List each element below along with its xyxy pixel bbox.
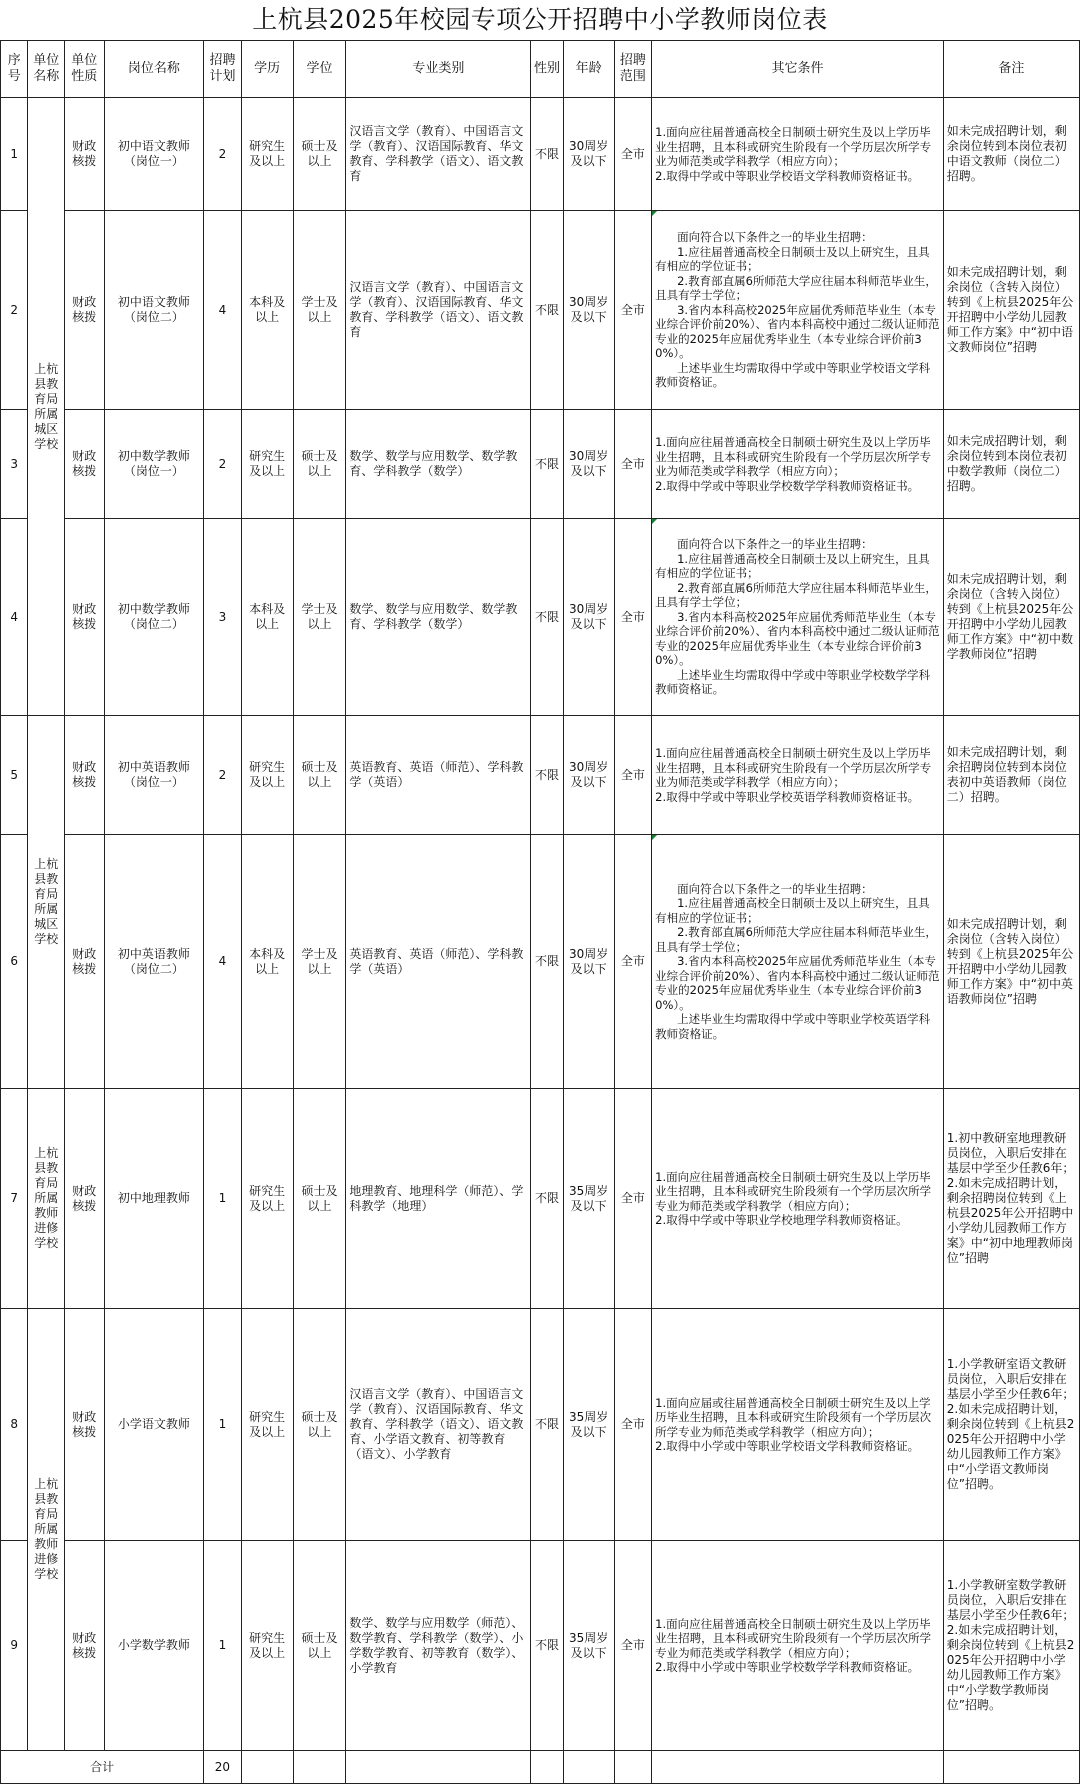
cell-degree: 硕士及以上 — [293, 1541, 346, 1751]
cell-major: 数学、数学与应用数学、数学教育、学科教学（数学） — [346, 519, 531, 716]
cell-gender: 不限 — [531, 410, 564, 519]
cell-position: 初中语文教师（岗位二） — [104, 211, 204, 410]
empty-cell — [346, 1751, 531, 1784]
cell-major: 汉语言文学（教育）、中国语言文学（教育）、汉语国际教育、华文教育、学科教学（语文）、语文教育 — [346, 211, 531, 410]
cell-major: 数学、数学与应用数学（师范）、数学教育、学科教学（数学）、小学数学教育、初等教育（数学）、小学教育 — [346, 1541, 531, 1751]
cell-education: 本科及以上 — [241, 211, 293, 410]
cell-conditions — [652, 716, 944, 835]
cell-conditions — [652, 211, 944, 410]
cell-position: 初中英语教师（岗位二） — [104, 835, 204, 1089]
cell-remarks: 如未完成招聘计划，剩余岗位（含转入岗位）转到《上杭县2025年公开招聘中小学幼儿园教师工作方案》中“初中英语教师岗位”招聘 — [943, 835, 1079, 1089]
cell-plan: 1 — [204, 1089, 242, 1309]
cell-unit: 上杭县教育局所属教师进修学校 — [28, 1309, 65, 1751]
cell-nature: 财政核拨 — [64, 211, 104, 410]
conditions-text: 面向符合以下条件之一的毕业生招聘： 1.应往届普通高校全日制硕士及以上研究生，且具有相应的学位证书； 2.教育部直属6所师范大学应往届本科师范毕业生，且具有学士学位； 3.省内本科高校2025年应届优秀师范毕业生（本专业综合评价前20%）、省内本科高校中通过二级认证师范专业的2025年应届优秀毕业生（本专业综合评价前30%）。 上述毕业生均需取得中学或中等职业学校英语学科教师资格证。 — [655, 881, 940, 1041]
positions-table — [0, 40, 1080, 1784]
cell-unit: 上杭县教育局所属城区学校 — [28, 98, 65, 716]
cell-remarks: 如未完成招聘计划，剩余岗位（含转入岗位）转到《上杭县2025年公开招聘中小学幼儿园教师工作方案》中“初中数学教师岗位”招聘 — [943, 519, 1079, 716]
cell-remarks: 1.小学教研室数学教研员岗位，入职后安排在基层小学至少任教6年； 2.如未完成招聘计划，剩余岗位转到《上杭县2025年公开招聘中小学幼儿园教师工作方案》中“小学数学教师岗位”招聘。 — [943, 1541, 1079, 1751]
table-row — [1, 211, 1080, 410]
cell-education: 研究生及以上 — [241, 1089, 293, 1309]
table-row — [1, 1309, 1080, 1541]
cell-degree: 硕士及以上 — [293, 716, 346, 835]
cell-conditions — [652, 98, 944, 211]
cell-scope: 全市 — [614, 98, 652, 211]
cell-age: 30周岁及以下 — [563, 519, 614, 716]
cell-nature: 财政核拨 — [64, 1309, 104, 1541]
cell-position: 初中语文教师（岗位一） — [104, 98, 204, 211]
cell-position: 初中英语教师（岗位一） — [104, 716, 204, 835]
cell-position: 小学数学教师 — [104, 1541, 204, 1751]
cell-conditions — [652, 1541, 944, 1751]
conditions-text: 面向符合以下条件之一的毕业生招聘： 1.应往届普通高校全日制硕士及以上研究生，且具有相应的学位证书； 2.教育部直属6所师范大学应往届本科师范毕业生，且具有学士学位； 3.省内本科高校2025年应届优秀师范毕业生（本专业综合评价前20%）、省内本科高校中通过二级认证师范专业的2025年应届优秀毕业生（本专业综合评价前30%）。 上述毕业生均需取得中学或中等职业学校语文学科教师资格证。 — [655, 230, 940, 390]
cell-remarks: 如未完成招聘计划，剩余岗位转到本岗位表初中数学教师（岗位二）招聘。 — [943, 410, 1079, 519]
conditions-text: 1.面向应往届普通高校全日制硕士研究生及以上学历毕业生招聘，且本科或研究生阶段有一个学历层次所学专业为师范类或学科教学（相应方向）； 2.取得中学或中等职业学校语文学科教师资格证书。 — [655, 125, 932, 183]
cell-education: 本科及以上 — [241, 835, 293, 1089]
cell-degree: 硕士及以上 — [293, 410, 346, 519]
cell-scope: 全市 — [614, 835, 652, 1089]
cell-plan: 2 — [204, 716, 242, 835]
table-row — [1, 519, 1080, 716]
cell-degree: 学士及以上 — [293, 519, 346, 716]
header-unit: 单位名称 — [28, 41, 65, 98]
header-conditions: 其它条件 — [652, 41, 944, 98]
cell-degree: 学士及以上 — [293, 211, 346, 410]
table-row — [1, 1541, 1080, 1751]
conditions-text: 1.面向应往届普通高校全日制硕士研究生及以上学历毕业生招聘，且本科或研究生阶段有一个学历层次所学专业为师范类或学科教学（相应方向）； 2.取得中学或中等职业学校英语学科教师资格证书。 — [655, 746, 932, 804]
cell-plan: 3 — [204, 519, 242, 716]
cell-age: 30周岁及以下 — [563, 716, 614, 835]
cell-seq: 3 — [1, 410, 28, 519]
header-nature: 单位性质 — [64, 41, 104, 98]
cell-age: 35周岁及以下 — [563, 1089, 614, 1309]
cell-position: 初中数学教师（岗位一） — [104, 410, 204, 519]
cell-gender: 不限 — [531, 98, 564, 211]
comment-marker — [652, 835, 657, 840]
header-education: 学历 — [241, 41, 293, 98]
table-row — [1, 716, 1080, 835]
cell-gender: 不限 — [531, 1309, 564, 1541]
empty-cell — [241, 1751, 293, 1784]
empty-cell — [943, 1751, 1079, 1784]
conditions-text: 1.面向应往届普通高校全日制硕士研究生及以上学历毕业生招聘，且本科或研究生阶段须有一个学历层次所学专业为师范类或学科教学（相应方向）； 2.取得中学或中等职业学校地理学科教师资格证。 — [655, 1169, 932, 1227]
cell-seq: 2 — [1, 211, 28, 410]
conditions-text: 1.面向应往届普通高校全日制硕士研究生及以上学历毕业生招聘，且本科或研究生阶段须有一个学历层次所学专业为师范类或学科教学（相应方向）； 2.取得中小学或中等职业学校数学学科教师资格证。 — [655, 1616, 932, 1674]
cell-age: 30周岁及以下 — [563, 211, 614, 410]
header-age: 年龄 — [563, 41, 614, 98]
cell-gender: 不限 — [531, 1089, 564, 1309]
cell-seq: 6 — [1, 835, 28, 1089]
cell-major: 汉语言文学（教育）、中国语言文学（教育）、汉语国际教育、华文教育、学科教学（语文）、语文教育、小学语文教育、初等教育（语文）、小学教育 — [346, 1309, 531, 1541]
empty-cell — [614, 1751, 652, 1784]
header-position: 岗位名称 — [104, 41, 204, 98]
comment-marker — [652, 211, 657, 216]
cell-major: 汉语言文学（教育）、中国语言文学（教育）、汉语国际教育、华文教育、学科教学（语文）、语文教育 — [346, 98, 531, 211]
cell-scope: 全市 — [614, 716, 652, 835]
table-row — [1, 1089, 1080, 1309]
total-label: 合计 — [1, 1751, 204, 1784]
cell-conditions — [652, 835, 944, 1089]
cell-scope: 全市 — [614, 211, 652, 410]
cell-conditions — [652, 1309, 944, 1541]
cell-nature: 财政核拨 — [64, 716, 104, 835]
cell-scope: 全市 — [614, 1541, 652, 1751]
header-seq: 序号 — [1, 41, 28, 98]
cell-remarks: 如未完成招聘计划，剩余招聘岗位转到本岗位表初中英语教师（岗位二）招聘。 — [943, 716, 1079, 835]
cell-seq: 7 — [1, 1089, 28, 1309]
cell-age: 30周岁及以下 — [563, 410, 614, 519]
cell-education: 本科及以上 — [241, 519, 293, 716]
cell-education: 研究生及以上 — [241, 716, 293, 835]
header-degree: 学位 — [293, 41, 346, 98]
cell-education: 研究生及以上 — [241, 1309, 293, 1541]
cell-age: 35周岁及以下 — [563, 1541, 614, 1751]
cell-age: 30周岁及以下 — [563, 98, 614, 211]
header-remarks: 备注 — [943, 41, 1079, 98]
cell-conditions — [652, 1089, 944, 1309]
conditions-text: 1.面向应届或往届普通高校全日制硕士研究生及以上学历毕业生招聘，且本科或研究生阶段须有一个学历层次所学专业为师范类或学科教学（相应方向）； 2.取得中小学或中等职业学校语文学科教师资格证。 — [655, 1395, 932, 1453]
cell-scope: 全市 — [614, 1089, 652, 1309]
cell-nature: 财政核拨 — [64, 1541, 104, 1751]
header-row — [1, 41, 1080, 98]
cell-nature: 财政核拨 — [64, 1089, 104, 1309]
empty-cell — [652, 1751, 944, 1784]
cell-degree: 硕士及以上 — [293, 98, 346, 211]
empty-cell — [293, 1751, 346, 1784]
cell-seq: 8 — [1, 1309, 28, 1541]
cell-position: 初中地理教师 — [104, 1089, 204, 1309]
empty-cell — [563, 1751, 614, 1784]
cell-seq: 1 — [1, 98, 28, 211]
cell-nature: 财政核拨 — [64, 835, 104, 1089]
cell-unit: 上杭县教育局所属教师进修学校 — [28, 1089, 65, 1309]
cell-unit: 上杭县教育局所属城区学校 — [28, 716, 65, 1089]
cell-position: 小学语文教师 — [104, 1309, 204, 1541]
cell-gender: 不限 — [531, 519, 564, 716]
cell-scope: 全市 — [614, 519, 652, 716]
total-row — [1, 1751, 1080, 1784]
cell-gender: 不限 — [531, 835, 564, 1089]
cell-remarks: 如未完成招聘计划，剩余岗位转到本岗位表初中语文教师（岗位二）招聘。 — [943, 98, 1079, 211]
cell-major: 数学、数学与应用数学、数学教育、学科教学（数学） — [346, 410, 531, 519]
cell-gender: 不限 — [531, 211, 564, 410]
cell-age: 35周岁及以下 — [563, 1309, 614, 1541]
cell-degree: 硕士及以上 — [293, 1089, 346, 1309]
cell-plan: 1 — [204, 1309, 242, 1541]
comment-marker — [652, 519, 657, 524]
conditions-text: 面向符合以下条件之一的毕业生招聘： 1.应往届普通高校全日制硕士及以上研究生，且具有相应的学位证书； 2.教育部直属6所师范大学应往届本科师范毕业生，且具有学士学位； 3.省内本科高校2025年应届优秀师范毕业生（本专业综合评价前20%）、省内本科高校中通过二级认证师范专业的2025年应届优秀毕业生（本专业综合评价前30%）。 上述毕业生均需取得中学或中等职业学校数学学科教师资格证。 — [655, 537, 940, 697]
header-gender: 性别 — [531, 41, 564, 98]
cell-plan: 2 — [204, 410, 242, 519]
cell-remarks: 1.初中教研室地理教研员岗位，入职后安排在基层中学至少任教6年； 2.如未完成招聘计划，剩余招聘岗位转到《上杭县2025年公开招聘中小学幼儿园教师工作方案》中“初中地理教师岗位”招聘 — [943, 1089, 1079, 1309]
cell-nature: 财政核拨 — [64, 98, 104, 211]
cell-gender: 不限 — [531, 716, 564, 835]
cell-gender: 不限 — [531, 1541, 564, 1751]
cell-major: 英语教育、英语（师范）、学科教学（英语） — [346, 835, 531, 1089]
total-value: 20 — [204, 1751, 242, 1784]
table-row — [1, 98, 1080, 211]
cell-plan: 2 — [204, 98, 242, 211]
cell-remarks: 1.小学教研室语文教研员岗位，入职后安排在基层小学至少任教6年； 2.如未完成招聘计划，剩余岗位转到《上杭县2025年公开招聘中小学幼儿园教师工作方案》中“小学语文教师岗位”招聘。 — [943, 1309, 1079, 1541]
cell-major: 英语教育、英语（师范）、学科教学（英语） — [346, 716, 531, 835]
cell-position: 初中数学教师（岗位二） — [104, 519, 204, 716]
cell-scope: 全市 — [614, 1309, 652, 1541]
cell-plan: 1 — [204, 1541, 242, 1751]
table-row — [1, 410, 1080, 519]
cell-conditions — [652, 410, 944, 519]
cell-degree: 硕士及以上 — [293, 1309, 346, 1541]
cell-nature: 财政核拨 — [64, 410, 104, 519]
cell-seq: 9 — [1, 1541, 28, 1751]
cell-major: 地理教育、地理科学（师范）、学科教学（地理） — [346, 1089, 531, 1309]
cell-age: 30周岁及以下 — [563, 835, 614, 1089]
cell-nature: 财政核拨 — [64, 519, 104, 716]
cell-plan: 4 — [204, 835, 242, 1089]
cell-education: 研究生及以上 — [241, 98, 293, 211]
cell-degree: 学士及以上 — [293, 835, 346, 1089]
cell-conditions — [652, 519, 944, 716]
empty-cell — [531, 1751, 564, 1784]
cell-education: 研究生及以上 — [241, 1541, 293, 1751]
header-major: 专业类别 — [346, 41, 531, 98]
cell-education: 研究生及以上 — [241, 410, 293, 519]
cell-seq: 5 — [1, 716, 28, 835]
table-row — [1, 835, 1080, 1089]
cell-remarks: 如未完成招聘计划，剩余岗位（含转入岗位）转到《上杭县2025年公开招聘中小学幼儿园教师工作方案》中“初中语文教师岗位”招聘 — [943, 211, 1079, 410]
cell-seq: 4 — [1, 519, 28, 716]
cell-scope: 全市 — [614, 410, 652, 519]
conditions-text: 1.面向应往届普通高校全日制硕士研究生及以上学历毕业生招聘，且本科或研究生阶段有一个学历层次所学专业为师范类或学科教学（相应方向）； 2.取得中学或中等职业学校数学学科教师资格证书。 — [655, 435, 932, 493]
cell-plan: 4 — [204, 211, 242, 410]
header-plan: 招聘计划 — [204, 41, 242, 98]
header-scope: 招聘范围 — [614, 41, 652, 98]
page-title: 上杭县2025年校园专项公开招聘中小学教师岗位表 — [252, 5, 828, 34]
